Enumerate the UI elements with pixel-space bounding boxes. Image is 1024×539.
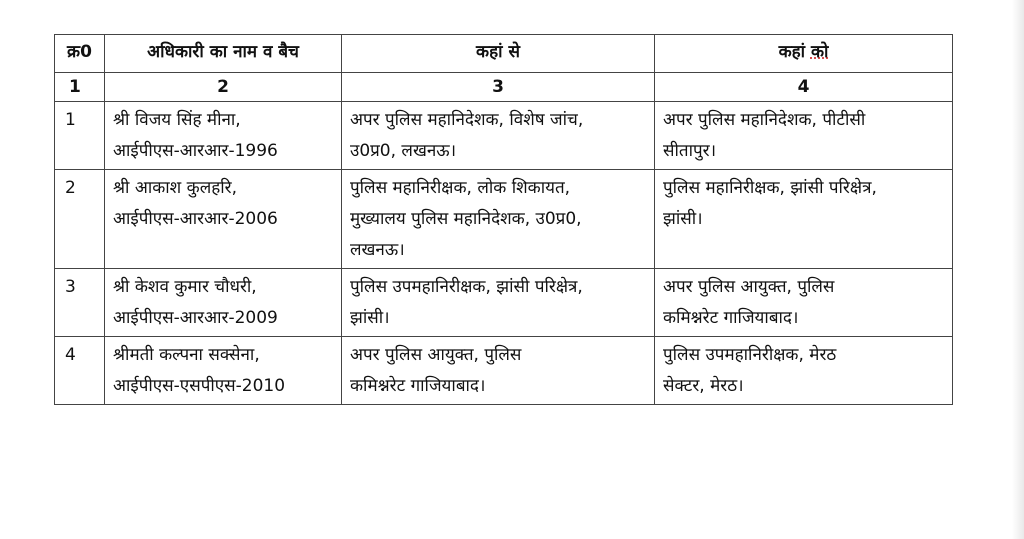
table-row xyxy=(55,269,953,337)
header-row xyxy=(55,35,953,73)
to-line: सीतापुर। xyxy=(663,141,717,161)
from-line: झांसी। xyxy=(350,308,390,328)
table-row xyxy=(55,170,953,269)
header-from: कहां से xyxy=(342,35,655,73)
spellcheck-underlined-word: को xyxy=(810,42,829,62)
from-cell xyxy=(342,337,655,405)
column-number-row xyxy=(55,73,953,102)
serial-cell: 2 xyxy=(55,170,105,269)
officer-batch: आईपीएस-आरआर-2006 xyxy=(113,209,278,229)
to-line: पुलिस उपमहानिरीक्षक, मेरठ xyxy=(663,345,837,365)
officer-cell xyxy=(105,102,342,170)
from-cell xyxy=(342,102,655,170)
to-line: अपर पुलिस आयुक्त, पुलिस xyxy=(663,277,835,297)
from-line: मुख्यालय पुलिस महानिदेशक, उ0प्र0, xyxy=(350,209,582,229)
officer-batch: आईपीएस-आरआर-1996 xyxy=(113,141,278,161)
from-cell xyxy=(342,170,655,269)
page-edge-shadow xyxy=(1012,0,1024,539)
from-line: अपर पुलिस आयुक्त, पुलिस xyxy=(350,345,522,365)
column-number: 3 xyxy=(342,73,655,102)
transfer-table xyxy=(54,34,953,405)
officer-name: श्री आकाश कुलहरि, xyxy=(113,178,238,198)
header-to xyxy=(655,35,953,73)
officer-batch: आईपीएस-आरआर-2009 xyxy=(113,308,278,328)
from-line: उ0प्र0, लखनऊ। xyxy=(350,141,457,161)
to-line: अपर पुलिस महानिदेशक, पीटीसी xyxy=(663,110,866,130)
to-cell xyxy=(655,170,953,269)
table-row xyxy=(55,337,953,405)
from-cell xyxy=(342,269,655,337)
serial-cell: 1 xyxy=(55,102,105,170)
serial-cell: 3 xyxy=(55,269,105,337)
column-number: 2 xyxy=(105,73,342,102)
to-line: पुलिस महानिरीक्षक, झांसी परिक्षेत्र, xyxy=(663,178,877,198)
header-officer: अधिकारी का नाम व बैच xyxy=(105,35,342,73)
officer-name: श्रीमती कल्पना सक्सेना, xyxy=(113,345,260,365)
column-number: 4 xyxy=(655,73,953,102)
officer-cell xyxy=(105,269,342,337)
officer-name: श्री केशव कुमार चौधरी, xyxy=(113,277,257,297)
header-serial: क्र0 xyxy=(55,35,105,73)
officer-cell xyxy=(105,170,342,269)
officer-batch: आईपीएस-एसपीएस-2010 xyxy=(113,376,286,396)
header-to-text: कहां xyxy=(778,42,811,62)
officer-name: श्री विजय सिंह मीना, xyxy=(113,110,241,130)
from-line: पुलिस महानिरीक्षक, लोक शिकायत, xyxy=(350,178,571,198)
to-line: झांसी। xyxy=(663,209,703,229)
column-number: 1 xyxy=(55,73,105,102)
from-line: कमिश्नरेट गाजियाबाद। xyxy=(350,376,486,396)
to-cell xyxy=(655,337,953,405)
from-line: लखनऊ। xyxy=(350,240,405,260)
to-cell xyxy=(655,269,953,337)
from-line: अपर पुलिस महानिदेशक, विशेष जांच, xyxy=(350,110,584,130)
to-line: कमिश्नरेट गाजियाबाद। xyxy=(663,308,799,328)
officer-cell xyxy=(105,337,342,405)
to-cell xyxy=(655,102,953,170)
serial-cell: 4 xyxy=(55,337,105,405)
table-row xyxy=(55,102,953,170)
from-line: पुलिस उपमहानिरीक्षक, झांसी परिक्षेत्र, xyxy=(350,277,583,297)
to-line: सेक्टर, मेरठ। xyxy=(663,376,744,396)
